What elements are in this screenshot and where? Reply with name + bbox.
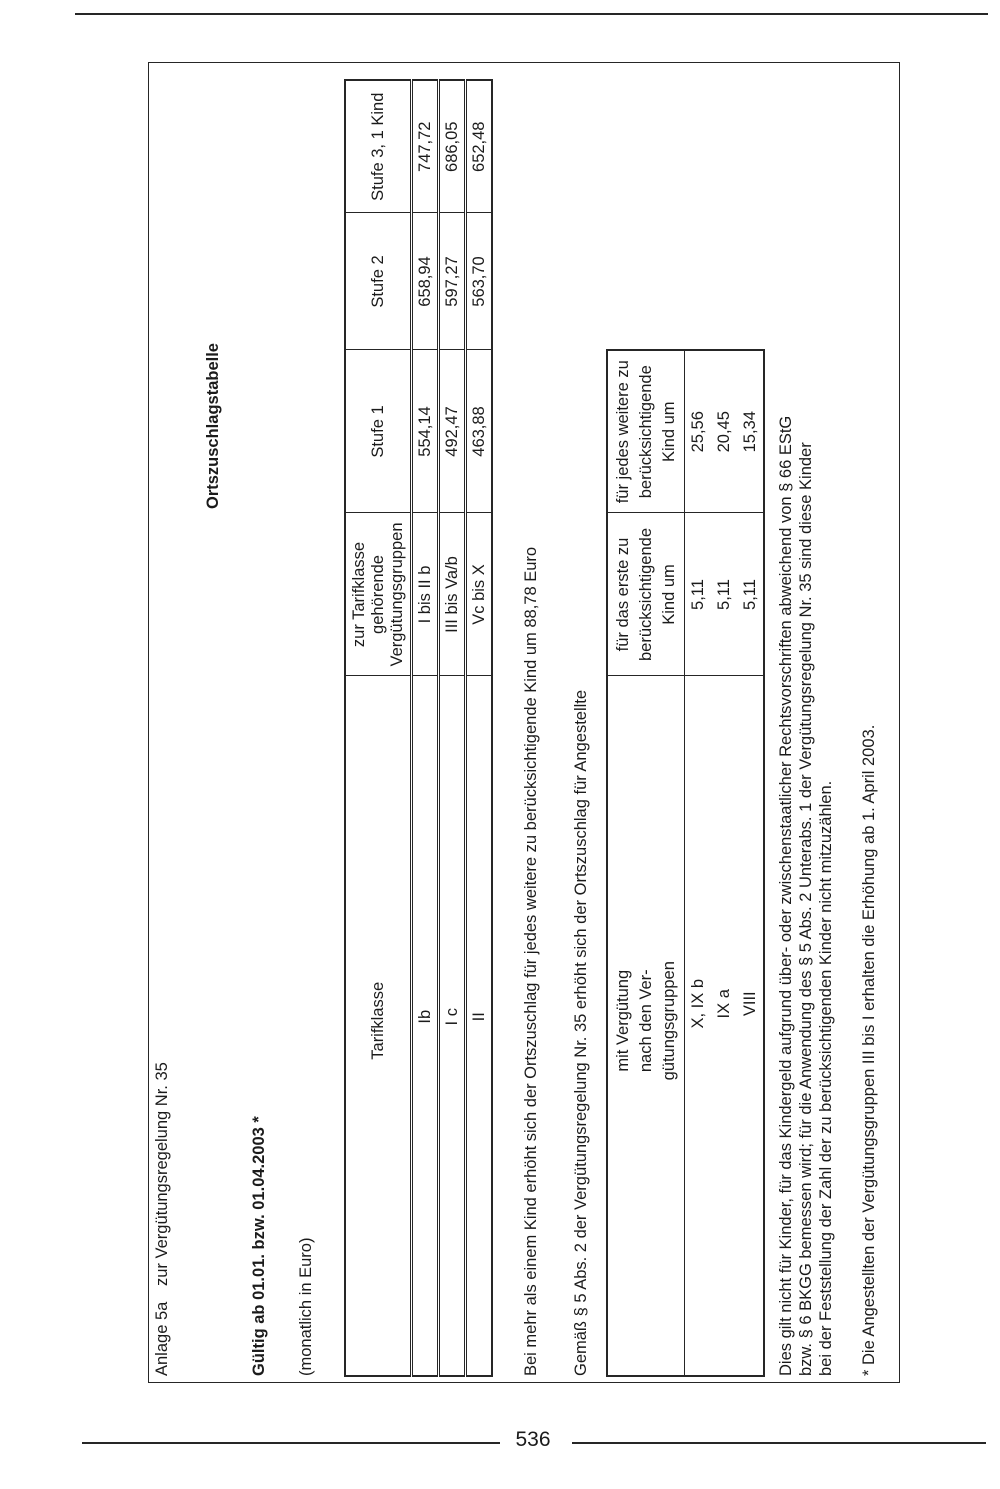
validity-heading: Gültig ab 01.01. bzw. 01.04.2003 * bbox=[250, 1116, 268, 1376]
cell-verguetungsgruppen: IX a bbox=[711, 676, 737, 1376]
cell-verguetungsgruppen: X, IX b bbox=[685, 676, 712, 1376]
cell-verguetungsgruppen: III bis Va/b bbox=[439, 513, 466, 676]
header-line: gehörende bbox=[368, 555, 387, 634]
cell-tarifklasse: II bbox=[466, 676, 493, 1376]
table-row bbox=[439, 80, 466, 1376]
table-header-row bbox=[345, 80, 412, 1376]
cell-each-further-child: 15,34 bbox=[737, 350, 764, 513]
surcharge-table bbox=[344, 79, 493, 1377]
header-stufe-1: Stufe 1 bbox=[345, 350, 412, 513]
header-line: Kind um bbox=[659, 401, 678, 463]
page-number: 536 bbox=[515, 1428, 551, 1451]
header-stufe-3: Stufe 3, 1 Kind bbox=[345, 80, 412, 213]
footer-rule-right bbox=[572, 1442, 986, 1444]
annex-label: Anlage 5a bbox=[153, 1301, 171, 1376]
header-line: für jedes weitere zu bbox=[613, 360, 632, 504]
cell-stufe-1: 492,47 bbox=[439, 350, 466, 513]
cell-stufe-1: 463,88 bbox=[466, 350, 493, 513]
annex-reference: zur Vergütungsregelung Nr. 35 bbox=[153, 1062, 171, 1286]
table-row bbox=[685, 350, 712, 1376]
cell-first-child: 5,11 bbox=[737, 513, 764, 676]
header-line: berücksichtigende bbox=[636, 528, 655, 661]
table-header-row bbox=[607, 350, 685, 1376]
table-row bbox=[412, 80, 439, 1376]
cell-stufe-3: 747,72 bbox=[412, 80, 439, 213]
cell-stufe-2: 563,70 bbox=[466, 213, 493, 350]
footnote-line: bzw. § 6 BKGG bemessen wird; für die Anwendung des § 5 Abs. 2 Unterabs. 1 der Vergütungsregelung Nr. 35 sind diese Kinder bbox=[797, 442, 815, 1376]
footer-rule-left bbox=[82, 1442, 500, 1444]
cell-stufe-2: 658,94 bbox=[412, 213, 439, 350]
footnote-line: bei der Feststellung der Zahl der zu berücksichtigenden Kinder nicht mitzuzählen. bbox=[817, 780, 835, 1376]
header-line: nach den Ver- bbox=[636, 969, 655, 1073]
cell-stufe-2: 597,27 bbox=[439, 213, 466, 350]
cell-verguetungsgruppen: I bis II b bbox=[412, 513, 439, 676]
header-stufe-2: Stufe 2 bbox=[345, 213, 412, 350]
header-verguetungsgruppen bbox=[345, 513, 412, 676]
additional-child-note: Bei mehr als einem Kind erhöht sich der Ortszuschlag für jedes weitere zu berücksichtigende Kind um 88,78 Euro bbox=[522, 546, 540, 1376]
footnote-paragraph bbox=[776, 416, 836, 1376]
header-tarifklasse: Tarifklasse bbox=[345, 676, 412, 1376]
header-line: für das erste zu bbox=[613, 537, 632, 652]
cell-each-further-child: 25,56 bbox=[685, 350, 712, 513]
cell-first-child: 5,11 bbox=[685, 513, 712, 676]
header-line: zur Tarifklasse bbox=[349, 541, 368, 648]
cell-stufe-1: 554,14 bbox=[412, 350, 439, 513]
top-rule bbox=[75, 13, 988, 15]
cell-stufe-3: 652,48 bbox=[466, 80, 493, 213]
table-row bbox=[737, 350, 764, 1376]
table-row bbox=[711, 350, 737, 1376]
header-line: Kind um bbox=[659, 564, 678, 625]
cell-stufe-3: 686,05 bbox=[439, 80, 466, 213]
child-increase-table bbox=[606, 349, 765, 1377]
header-line: Vergütungsgruppen bbox=[387, 522, 406, 667]
header-verguetungsgruppen bbox=[607, 676, 685, 1376]
cell-verguetungsgruppen: VIII bbox=[737, 676, 764, 1376]
footnote-line: Dies gilt nicht für Kinder, für das Kindergeld aufgrund über- oder zwischenstaatlicher Rechtsvorschriften abweichend von § 66 EStG bbox=[777, 415, 795, 1376]
header-line: mit Vergütung bbox=[613, 969, 632, 1072]
rotated-page-frame bbox=[148, 62, 900, 1383]
cell-each-further-child: 20,45 bbox=[711, 350, 737, 513]
header-first-child bbox=[607, 513, 685, 676]
cell-tarifklasse: I c bbox=[439, 676, 466, 1376]
header-line: berücksichtigende bbox=[636, 365, 655, 499]
cell-first-child: 5,11 bbox=[711, 513, 737, 676]
unit-note: (monatlich in Euro) bbox=[297, 1237, 315, 1376]
cell-tarifklasse: Ib bbox=[412, 676, 439, 1376]
cell-verguetungsgruppen: Vc bis X bbox=[466, 513, 493, 676]
header-line: gütungsgruppen bbox=[659, 961, 678, 1081]
employee-increase-note: Gemäß § 5 Abs. 2 der Vergütungsregelung Nr. 35 erhöht sich der Ortszuschlag für Angestellte bbox=[572, 689, 590, 1376]
table-row bbox=[466, 80, 493, 1376]
asterisk-footnote: * Die Angestellten der Vergütungsgruppen III bis I erhalten die Erhöhung ab 1. April 2003. bbox=[860, 724, 878, 1376]
page-title: Ortszuschlagstabelle bbox=[204, 343, 222, 509]
header-each-further-child bbox=[607, 350, 685, 513]
